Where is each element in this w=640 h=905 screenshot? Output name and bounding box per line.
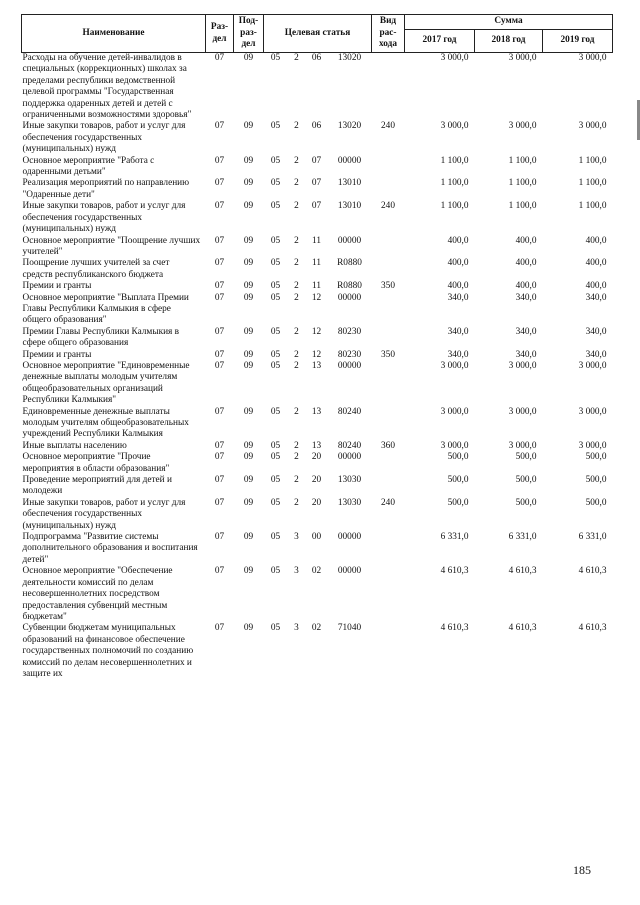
row-sum-2017: 340,0 <box>447 292 469 303</box>
row-target-direction: 80230 <box>337 326 362 337</box>
table-row <box>22 361 613 407</box>
row-sum-2017: 3 000,0 <box>440 406 469 417</box>
row-sum-2019: 340,0 <box>585 292 607 303</box>
page-number: 185 <box>573 863 591 877</box>
row-sum-2017: 4 610,3 <box>440 623 469 634</box>
row-sum-2018: 340,0 <box>515 326 537 337</box>
row-sum-2018: 500,0 <box>515 475 537 486</box>
row-expense-type <box>372 236 405 259</box>
row-target-subprogram: 2 <box>294 326 299 337</box>
table-row <box>22 281 613 292</box>
row-sum-2019: 4 610,3 <box>578 623 607 634</box>
row-target-event: 12 <box>311 292 322 303</box>
row-target-direction: 13010 <box>337 201 362 212</box>
row-name: Поощрение лучших учителей за счет средств республиканского бюджета <box>22 258 170 280</box>
row-name: Иные выплаты населению <box>22 440 127 451</box>
row-sum-2017: 400,0 <box>447 235 469 246</box>
row-sum-2019: 1 100,0 <box>578 178 607 189</box>
row-sum-2019: 500,0 <box>585 475 607 486</box>
row-expense-type: 360 <box>381 440 395 451</box>
row-target-program: 05 <box>270 326 281 337</box>
table-row <box>22 53 613 122</box>
row-target-direction: 00000 <box>337 155 362 166</box>
row-sum-2018: 400,0 <box>515 235 537 246</box>
budget-table <box>21 14 613 680</box>
row-podrazdel: 09 <box>243 201 254 212</box>
row-target-direction: 80230 <box>337 349 362 360</box>
row-sum-2018: 340,0 <box>515 349 537 360</box>
row-target-event: 02 <box>311 623 322 634</box>
row-target-subprogram: 2 <box>294 360 299 371</box>
row-target-direction: R0880 <box>337 258 362 269</box>
row-sum-2017: 3 000,0 <box>440 121 469 132</box>
row-razdel: 07 <box>214 452 225 463</box>
row-sum-2018: 3 000,0 <box>508 440 537 451</box>
row-target-subprogram: 2 <box>294 452 299 463</box>
row-razdel: 07 <box>214 201 225 212</box>
row-target-program: 05 <box>270 349 281 360</box>
row-podrazdel: 09 <box>243 497 254 508</box>
row-target-event: 20 <box>311 497 322 508</box>
row-target-direction: 00000 <box>337 566 362 577</box>
row-target-program: 05 <box>270 53 281 63</box>
table-row <box>22 452 613 475</box>
header-name: Наименование <box>22 15 206 53</box>
row-expense-type: 240 <box>381 121 395 132</box>
row-expense-type <box>372 156 405 179</box>
table-body <box>22 53 613 681</box>
row-sum-2017: 1 100,0 <box>440 155 469 166</box>
row-expense-type <box>372 407 405 441</box>
row-sum-2017: 3 000,0 <box>440 53 469 63</box>
row-target-program: 05 <box>270 201 281 212</box>
row-podrazdel: 09 <box>243 178 254 189</box>
row-target-program: 05 <box>270 155 281 166</box>
header-year-2019: 2019 год <box>543 30 613 53</box>
row-expense-type <box>372 53 405 122</box>
header-target-article: Целевая статья <box>264 15 372 53</box>
row-target-direction: 00000 <box>337 292 362 303</box>
row-target-subprogram: 2 <box>294 178 299 189</box>
row-expense-type <box>372 623 405 680</box>
row-target-direction: 71040 <box>337 623 362 634</box>
row-target-event: 07 <box>311 201 322 212</box>
row-target-direction: 80240 <box>337 440 362 451</box>
row-target-program: 05 <box>270 235 281 246</box>
row-sum-2019: 4 610,3 <box>578 566 607 577</box>
row-name: Иные закупки товаров, работ и услуг для обеспечения государственных (муниципальных) нужд <box>22 497 186 531</box>
row-razdel: 07 <box>214 326 225 337</box>
row-podrazdel: 09 <box>243 281 254 292</box>
row-sum-2017: 1 100,0 <box>440 178 469 189</box>
row-target-direction: R0880 <box>337 281 362 292</box>
row-sum-2018: 3 000,0 <box>508 121 537 132</box>
row-podrazdel: 09 <box>243 623 254 634</box>
row-sum-2018: 1 100,0 <box>508 155 537 166</box>
row-sum-2019: 340,0 <box>585 326 607 337</box>
row-name: Премии и гранты <box>22 281 92 292</box>
row-razdel: 07 <box>214 281 225 292</box>
table-row <box>22 258 613 281</box>
row-razdel: 07 <box>214 235 225 246</box>
row-sum-2018: 1 100,0 <box>508 178 537 189</box>
row-sum-2017: 340,0 <box>447 349 469 360</box>
row-razdel: 07 <box>214 440 225 451</box>
row-target-subprogram: 2 <box>294 235 299 246</box>
row-razdel: 07 <box>214 360 225 371</box>
row-name: Единовременные денежные выплаты молодым учителям общеобразовательных учреждений Республики Калмыкия <box>22 406 189 440</box>
row-name: Основное мероприятие "Обеспечение деятельности комиссий по делам несовершеннолетних посредством предоставления субвенций местным бюджетам" <box>22 566 173 622</box>
row-name: Иные закупки товаров, работ и услуг для обеспечения государственных (муниципальных) нужд <box>22 121 186 155</box>
row-sum-2018: 4 610,3 <box>508 623 537 634</box>
row-target-subprogram: 2 <box>294 281 299 292</box>
table-row <box>22 201 613 235</box>
row-sum-2019: 3 000,0 <box>578 53 607 63</box>
row-name: Премии и гранты <box>22 349 92 360</box>
row-target-direction: 00000 <box>337 532 362 543</box>
row-target-program: 05 <box>270 475 281 486</box>
row-target-program: 05 <box>270 258 281 269</box>
row-expense-type <box>372 566 405 623</box>
row-name: Расходы на обучение детей-инвалидов в специальных (коррекционных) школах за пределами республики ведомственной целевой программы "Государственная поддержка одаренных детей и детей с ограниченными возможностями здоровья" <box>22 53 192 121</box>
row-target-event: 00 <box>311 532 322 543</box>
row-target-event: 20 <box>311 475 322 486</box>
row-expense-type <box>372 178 405 201</box>
row-target-direction: 00000 <box>337 360 362 371</box>
row-sum-2017: 500,0 <box>447 452 469 463</box>
row-expense-type <box>372 258 405 281</box>
header-expense-type: Вид рас-хода <box>372 15 405 53</box>
row-sum-2018: 3 000,0 <box>508 53 537 63</box>
row-razdel: 07 <box>214 258 225 269</box>
row-target-subprogram: 3 <box>294 532 299 543</box>
row-name: Реализация мероприятий по направлению "Одаренные дети" <box>22 178 190 200</box>
row-target-subprogram: 2 <box>294 497 299 508</box>
row-sum-2017: 340,0 <box>447 326 469 337</box>
row-target-event: 11 <box>312 258 321 269</box>
row-razdel: 07 <box>214 497 225 508</box>
row-razdel: 07 <box>214 623 225 634</box>
row-sum-2017: 400,0 <box>447 258 469 269</box>
row-sum-2018: 4 610,3 <box>508 566 537 577</box>
row-sum-2018: 400,0 <box>515 258 537 269</box>
row-sum-2019: 6 331,0 <box>578 532 607 543</box>
table-row <box>22 441 613 452</box>
table-row <box>22 178 613 201</box>
row-expense-type <box>372 475 405 498</box>
row-target-program: 05 <box>270 497 281 508</box>
row-expense-type: 240 <box>381 201 395 212</box>
row-expense-type: 240 <box>381 497 395 508</box>
row-target-subprogram: 3 <box>294 623 299 634</box>
row-sum-2019: 400,0 <box>585 258 607 269</box>
row-sum-2018: 3 000,0 <box>508 360 537 371</box>
row-podrazdel: 09 <box>243 155 254 166</box>
row-podrazdel: 09 <box>243 532 254 543</box>
row-sum-2017: 400,0 <box>447 281 469 292</box>
table-row <box>22 327 613 350</box>
row-sum-2018: 500,0 <box>515 497 537 508</box>
row-podrazdel: 09 <box>243 566 254 577</box>
row-target-subprogram: 2 <box>294 292 299 303</box>
table-row <box>22 350 613 361</box>
row-target-program: 05 <box>270 281 281 292</box>
row-razdel: 07 <box>214 292 225 303</box>
row-sum-2017: 500,0 <box>447 497 469 508</box>
row-target-program: 05 <box>270 292 281 303</box>
row-target-event: 02 <box>311 566 322 577</box>
budget-document <box>21 14 612 680</box>
row-sum-2019: 3 000,0 <box>578 121 607 132</box>
row-sum-2019: 3 000,0 <box>578 406 607 417</box>
table-row <box>22 236 613 259</box>
row-expense-type <box>372 532 405 566</box>
row-sum-2019: 400,0 <box>585 235 607 246</box>
row-target-direction: 13020 <box>337 121 362 132</box>
table-row <box>22 532 613 566</box>
row-target-subprogram: 2 <box>294 201 299 212</box>
row-sum-2019: 3 000,0 <box>578 440 607 451</box>
row-sum-2018: 340,0 <box>515 292 537 303</box>
header-sum: Сумма <box>405 15 613 30</box>
row-expense-type <box>372 452 405 475</box>
table-row <box>22 475 613 498</box>
row-sum-2018: 1 100,0 <box>508 201 537 212</box>
row-target-event: 13 <box>311 406 322 417</box>
row-target-program: 05 <box>270 440 281 451</box>
row-target-subprogram: 2 <box>294 440 299 451</box>
table-row <box>22 121 613 155</box>
row-target-subprogram: 3 <box>294 566 299 577</box>
row-podrazdel: 09 <box>243 258 254 269</box>
row-target-program: 05 <box>270 532 281 543</box>
row-target-direction: 13010 <box>337 178 362 189</box>
row-name: Иные закупки товаров, работ и услуг для обеспечения государственных (муниципальных) нужд <box>22 201 186 235</box>
row-target-event: 13 <box>311 360 322 371</box>
row-sum-2018: 500,0 <box>515 452 537 463</box>
row-target-program: 05 <box>270 452 281 463</box>
row-expense-type <box>372 361 405 407</box>
row-target-program: 05 <box>270 178 281 189</box>
row-expense-type: 350 <box>381 281 395 292</box>
row-target-event: 06 <box>311 53 322 63</box>
row-sum-2019: 1 100,0 <box>578 155 607 166</box>
row-target-event: 07 <box>311 178 322 189</box>
row-name: Субвенции бюджетам муниципальных образований на финансовое обеспечение государственных полномочий по созданию комиссий по делам несовершеннолетних и защите их <box>22 623 194 679</box>
row-target-program: 05 <box>270 360 281 371</box>
row-razdel: 07 <box>214 53 225 63</box>
row-target-direction: 13030 <box>337 475 362 486</box>
row-razdel: 07 <box>214 406 225 417</box>
row-sum-2017: 500,0 <box>447 475 469 486</box>
row-razdel: 07 <box>214 475 225 486</box>
row-name: Основное мероприятие "Единовременные денежные выплаты молодым учителям общеобразовательных организаций Республики Калмыкия" <box>22 360 190 406</box>
row-name: Основное мероприятие "Поощрение лучших учителей" <box>22 235 201 257</box>
row-target-subprogram: 2 <box>294 155 299 166</box>
row-target-event: 13 <box>311 440 322 451</box>
row-sum-2018: 3 000,0 <box>508 406 537 417</box>
row-name: Проведение мероприятий для детей и молодежи <box>22 475 172 497</box>
row-sum-2019: 1 100,0 <box>578 201 607 212</box>
row-target-subprogram: 2 <box>294 258 299 269</box>
row-target-direction: 00000 <box>337 235 362 246</box>
row-sum-2017: 6 331,0 <box>440 532 469 543</box>
table-row <box>22 566 613 623</box>
row-podrazdel: 09 <box>243 53 254 63</box>
row-target-program: 05 <box>270 121 281 132</box>
row-podrazdel: 09 <box>243 406 254 417</box>
header-year-2017: 2017 год <box>405 30 475 53</box>
row-target-event: 11 <box>312 281 321 292</box>
row-name: Премии Главы Республики Калмыкия в сфере общего образования <box>22 326 180 349</box>
row-sum-2017: 3 000,0 <box>440 440 469 451</box>
row-target-subprogram: 2 <box>294 53 299 63</box>
row-podrazdel: 09 <box>243 292 254 303</box>
table-row <box>22 498 613 532</box>
header-razdel: Раз-дел <box>206 15 234 53</box>
table-row <box>22 407 613 441</box>
row-target-program: 05 <box>270 566 281 577</box>
row-expense-type: 350 <box>381 349 395 360</box>
row-target-event: 11 <box>312 235 321 246</box>
row-target-subprogram: 2 <box>294 406 299 417</box>
table-row <box>22 623 613 680</box>
header-year-2018: 2018 год <box>475 30 543 53</box>
row-name: Основное мероприятие "Работа с одаренными детьми" <box>22 155 155 178</box>
row-sum-2019: 340,0 <box>585 349 607 360</box>
row-target-direction: 13020 <box>337 53 362 63</box>
row-sum-2017: 3 000,0 <box>440 360 469 371</box>
row-podrazdel: 09 <box>243 235 254 246</box>
row-sum-2019: 500,0 <box>585 497 607 508</box>
row-sum-2019: 3 000,0 <box>578 360 607 371</box>
row-sum-2017: 1 100,0 <box>440 201 469 212</box>
row-podrazdel: 09 <box>243 349 254 360</box>
row-target-event: 07 <box>311 155 322 166</box>
row-target-direction: 13030 <box>337 497 362 508</box>
row-razdel: 07 <box>214 178 225 189</box>
header-podrazdel: Под-раз-дел <box>234 15 264 53</box>
row-podrazdel: 09 <box>243 326 254 337</box>
row-target-event: 12 <box>311 349 322 360</box>
row-razdel: 07 <box>214 532 225 543</box>
row-razdel: 07 <box>214 349 225 360</box>
row-podrazdel: 09 <box>243 452 254 463</box>
row-target-subprogram: 2 <box>294 475 299 486</box>
row-name: Основное мероприятие "Выплата Премии Главы Республики Калмыкия в сфере общего образования" <box>22 292 189 326</box>
row-target-direction: 00000 <box>337 452 362 463</box>
row-sum-2019: 500,0 <box>585 452 607 463</box>
row-target-event: 06 <box>311 121 322 132</box>
row-target-direction: 80240 <box>337 406 362 417</box>
row-sum-2017: 4 610,3 <box>440 566 469 577</box>
row-target-event: 20 <box>311 452 322 463</box>
row-podrazdel: 09 <box>243 440 254 451</box>
row-target-subprogram: 2 <box>294 121 299 132</box>
row-razdel: 07 <box>214 121 225 132</box>
row-name: Подпрограмма "Развитие системы дополнительного образования и воспитания детей" <box>22 532 198 565</box>
row-target-program: 05 <box>270 623 281 634</box>
row-podrazdel: 09 <box>243 360 254 371</box>
row-expense-type <box>372 293 405 327</box>
row-razdel: 07 <box>214 155 225 166</box>
row-sum-2019: 400,0 <box>585 281 607 292</box>
table-row <box>22 293 613 327</box>
row-target-program: 05 <box>270 406 281 417</box>
row-sum-2018: 6 331,0 <box>508 532 537 543</box>
row-podrazdel: 09 <box>243 475 254 486</box>
row-sum-2018: 400,0 <box>515 281 537 292</box>
row-razdel: 07 <box>214 566 225 577</box>
row-podrazdel: 09 <box>243 121 254 132</box>
row-expense-type <box>372 327 405 350</box>
row-target-subprogram: 2 <box>294 349 299 360</box>
row-name: Основное мероприятие "Прочие мероприятия в области образования" <box>22 452 170 474</box>
row-target-event: 12 <box>311 326 322 337</box>
table-row <box>22 156 613 179</box>
